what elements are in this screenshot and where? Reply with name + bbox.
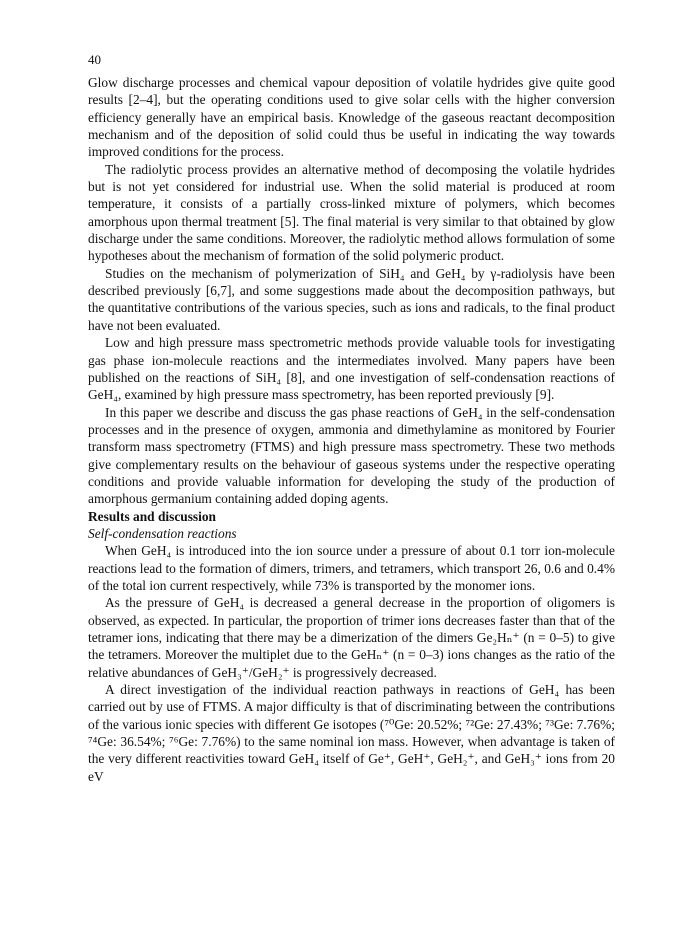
page-number: 40 (88, 52, 101, 67)
intro-paragraph-3: Studies on the mechanism of polymerization of SiH₄ and GeH₄ by γ-radiolysis have been described previously [6,7], and some suggestions made about the decomposition pathways, but the quantitative contributions of the various species, such as ions and radicals, to the final product have not been evaluated. (88, 265, 615, 333)
intro-paragraph-1: Glow discharge processes and chemical vapour deposition of volatile hydrides give quite good results [2–4], but the operating conditions used to give solar cells with the higher conversion efficiency generally have an empirical basis. Knowledge of the gaseous reactant decomposition mechanism and of the deposition of solid could thus be useful in indicating the way towards improved conditions for the process. (88, 75, 615, 160)
section-paragraph-2: As the pressure of GeH₄ is decreased a general decrease in the proportion of oligomers is observed, as expected. In particular, the proportion of trimer ions decreases faster than that of the tetramer ions, indicating that there may be a dimerization of the dimers Ge₂Hₙ⁺ (n = 0–5) to give the tetramers. Moreover the multiplet due to the GeHₙ⁺ (n = 0–3) ions changes as the ratio of the relative abundances of GeH₃⁺/GeH₂⁺ is progressively decreased. (88, 595, 615, 680)
article-body (88, 74, 615, 785)
intro-paragraph-5: In this paper we describe and discuss the gas phase reactions of GeH₄ in the self-condensation processes and in the presence of oxygen, ammonia and dimethylamine as monitored by Fourier transform mass spectrometry (FTMS) and high pressure mass spectrometry. These two methods give complementary results on the behaviour of gaseous systems under the respective operating conditions and provide valuable information for developing the study of the production of amorphous germanium containing added doping agents. (88, 404, 615, 507)
subsection-heading: Self-condensation reactions (88, 525, 237, 541)
section-paragraph-3: A direct investigation of the individual reaction pathways in reactions of GeH₄ has been carried out by use of FTMS. A major difficulty is that of discriminating between the contributions of the various ionic species with different Ge isotopes (⁷⁰Ge: 20.52%; ⁷²Ge: 27.43%; ⁷³Ge: 7.76%; ⁷⁴Ge: 36.54%; ⁷⁶Ge: 7.76%) to the same nominal ion mass. However, when advantage is taken of the very different reactivities toward GeH₄ itself of Ge⁺, GeH⁺, GeH₂⁺, and GeH₃⁺ ions from 20 eV (88, 682, 615, 784)
intro-paragraph-4: Low and high pressure mass spectrometric methods provide valuable tools for investigating gas phase ion-molecule reactions and the intermediates involved. Many papers have been published on the reactions of SiH₄ [8], and one investigation of self-condensation reactions of GeH₄, examined by high pressure mass spectrometry, has been reported previously [9]. (88, 335, 615, 403)
intro-paragraph-2: The radiolytic process provides an alternative method of decomposing the volatile hydrides but is not yet considered for industrial use. When the solid material is produced at room temperature, it consists of a partially cross-linked mixture of polymers, which becomes amorphous upon thermal treatment [5]. The final material is very similar to that obtained by glow discharge under the same conditions. Moreover, the radiolytic method allows formulation of some hypotheses about the mechanism of formation of the solid polymeric product. (88, 161, 615, 264)
section-paragraph-1: When GeH₄ is introduced into the ion source under a pressure of about 0.1 torr ion-molecule reactions lead to the formation of dimers, trimers, and tetramers, which transport 26, 0.6 and 0.4% of the total ion current respectively, while 73% is transported by the monomer ions. (88, 543, 615, 593)
section-heading: Results and discussion (88, 508, 217, 524)
